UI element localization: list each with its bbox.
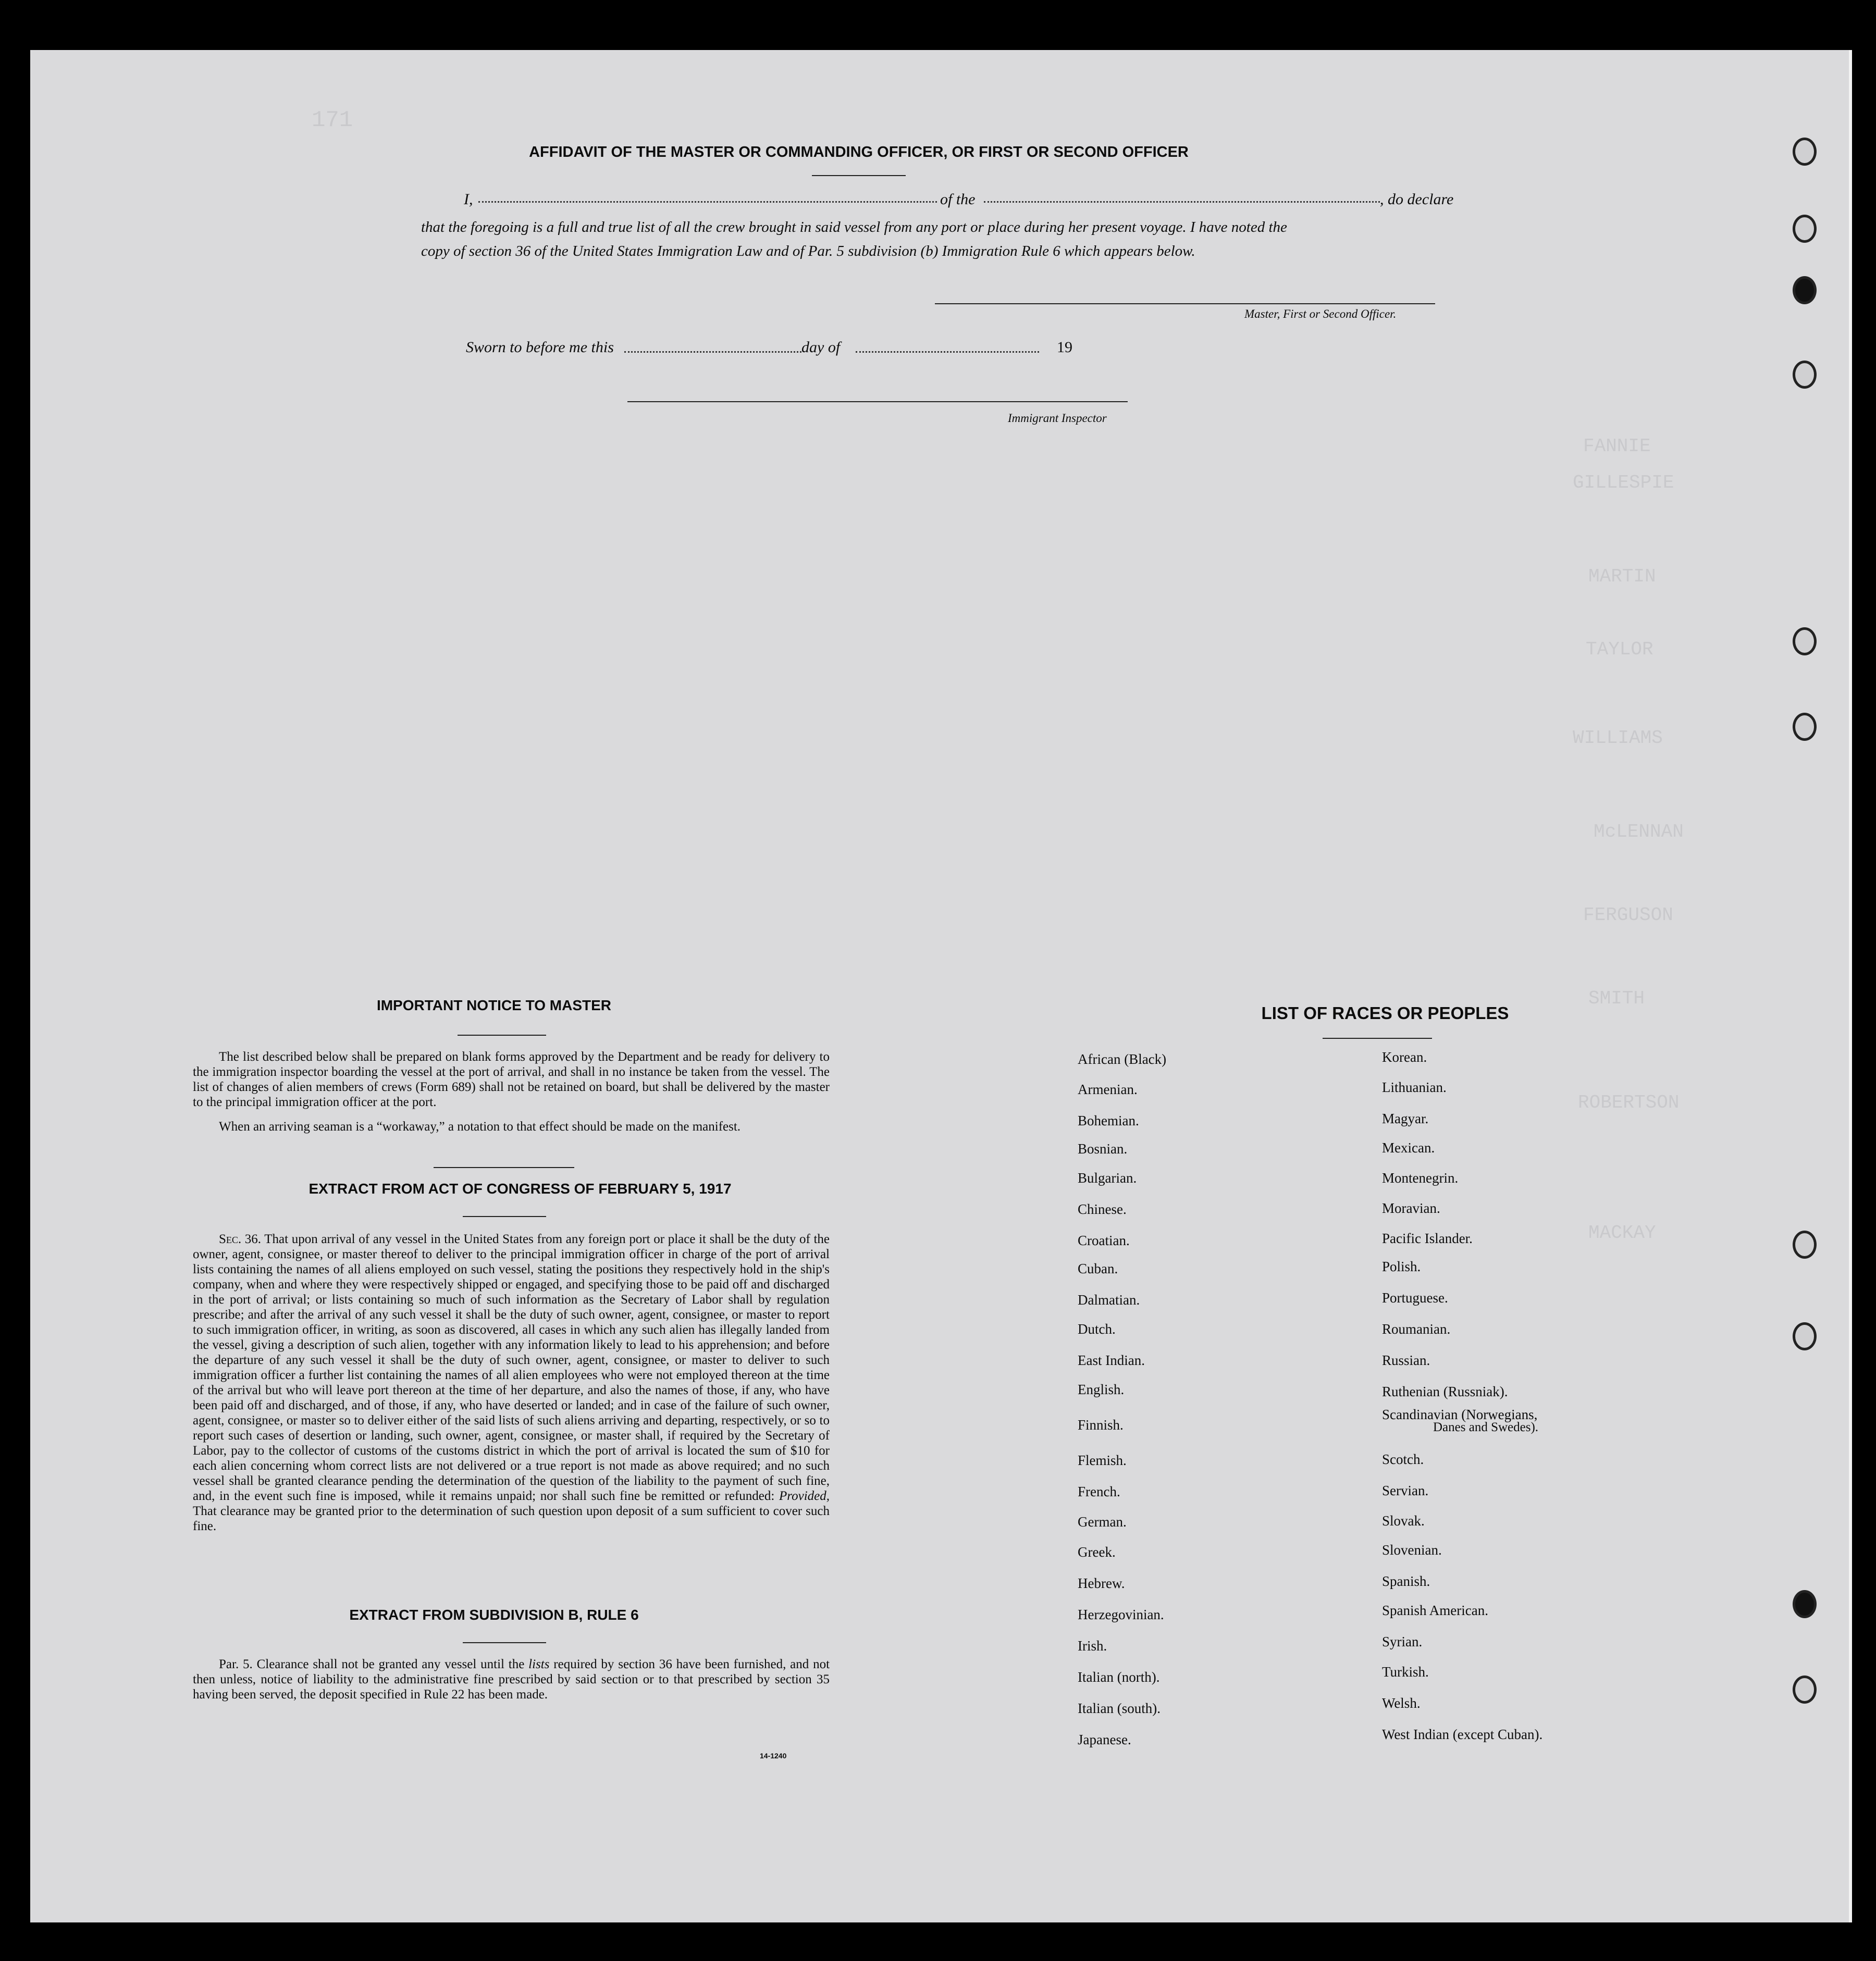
race-item: Scandinavian (Norwegians,	[1382, 1407, 1538, 1422]
bleedthrough-name: FANNIE	[1583, 436, 1651, 457]
punch-hole-icon	[1793, 361, 1817, 389]
race-item: Mexican.	[1382, 1140, 1435, 1156]
vessel-blank-field[interactable]	[984, 201, 1380, 203]
section-label: Sec. 36.	[219, 1232, 262, 1246]
race-item: Slovak.	[1382, 1513, 1425, 1529]
races-title: LIST OF RACES OR PEOPLES	[1261, 1003, 1509, 1023]
punch-hole-icon	[1793, 627, 1817, 655]
congress-section-36	[193, 1232, 830, 1534]
name-blank-field[interactable]	[478, 201, 937, 203]
bleedthrough-name: MARTIN	[1588, 566, 1656, 587]
bleedthrough-name: FERGUSON	[1583, 904, 1673, 926]
race-item: Montenegrin.	[1382, 1170, 1459, 1186]
bleedthrough-name: SMITH	[1588, 988, 1645, 1009]
race-item: English.	[1078, 1382, 1125, 1397]
bleedthrough-name: McLENNAN	[1594, 821, 1684, 842]
race-item: Japanese.	[1078, 1732, 1131, 1747]
bleedthrough-name: WILLIAMS	[1573, 727, 1663, 749]
race-item: Ruthenian (Russniak).	[1382, 1384, 1508, 1399]
race-item: Servian.	[1382, 1483, 1429, 1498]
race-item: Slovenian.	[1382, 1542, 1442, 1558]
race-item: Syrian.	[1382, 1634, 1423, 1649]
section-body-end: That clearance may be granted prior to the determination of such question upon deposit of a sum sufficient to cover such fine.	[193, 1504, 830, 1533]
year-prefix: 19	[1057, 339, 1072, 356]
race-item: Chinese.	[1078, 1201, 1127, 1217]
bleedthrough-name: TAYLOR	[1586, 639, 1653, 660]
race-item: Dutch.	[1078, 1321, 1116, 1337]
affidavit-of-the-label: of the	[940, 191, 976, 208]
rule6-title: EXTRACT FROM SUBDIVISION B, RULE 6	[349, 1607, 639, 1623]
race-item: Lithuanian.	[1382, 1079, 1447, 1095]
race-item: Spanish American.	[1382, 1603, 1488, 1618]
race-item: French.	[1078, 1484, 1120, 1499]
lists-word: lists	[528, 1657, 550, 1671]
provided-label: Provided,	[779, 1489, 830, 1503]
race-item: Bosnian.	[1078, 1141, 1128, 1157]
race-item: German.	[1078, 1514, 1127, 1530]
rule6-divider	[463, 1642, 546, 1643]
section-body: That upon arrival of any vessel in the United States from any foreign port or place it shall be the duty of the owner, agent, consignee, or master thereof to deliver to the principal immigration officer in charge of the port of arrival lists containing the names of all aliens employed on such vessel, stating the positions they respectively hold in the ship's company, when and where they were respectively shipped or engaged, and specifying those to be paid off and discharged in the port of arrival; or lists containing so much of such information as the Secretary of Labor shall by regulation prescribe; and after the arrival of any such vessel it shall be the duty of such owner, agent, consignee, or master to report to such immigration officer, in writing, as soon as discovered, all cases in which any such alien has illegally landed from the vessel, giving a description of such alien, together with any information likely to lead to his apprehension; and before the departure of any such vessel it shall be the duty of such owner, agent, consignee, or master to deliver to such immigration officer a further list containing the names of all alien employees who were not employed thereon at the time of the arrival but who will leave port thereon at the time of her departure, and also the names of those, if any, who have been paid off and discharged, and of those, if any, who have deserted or landed; and in case of the failure of such owner, agent, consignee, or master so to deliver either of the said lists of such aliens arriving and departing, respectively, or so to report such cases of desertion or landing, such owner, agent, consignee, or master shall, if required by the Secretary of Labor, pay to the collector of customs of the customs district in which the port of arrival is located the sum of $10 for each alien concerning whom correct lists are not delivered or a true report is not made as above required; and no such vessel shall be granted clearance pending the determination of the question of the liability to the payment of such fine, and, in the event such fine is imposed, while it remains unpaid; nor shall such fine be remitted or refunded:	[193, 1232, 830, 1503]
race-item: Hebrew.	[1078, 1575, 1125, 1591]
race-item: African (Black)	[1078, 1051, 1167, 1067]
sworn-label: Sworn to before me this	[466, 339, 614, 356]
congress-divider	[463, 1216, 546, 1217]
race-item: Moravian.	[1382, 1200, 1440, 1216]
rule6-body-end: required by section 36 have been furnished, and not then unless, notice of liability to the administrative fine prescribed by said section or to that prescribed by section 35 having been served, the deposit specified in Rule 22 has been made.	[193, 1657, 830, 1702]
sworn-day-blank-field[interactable]	[624, 351, 801, 353]
notice-workaway-paragraph: When an arriving seaman is a “workaway,” a notation to that effect should be made on the manifest.	[219, 1120, 741, 1134]
race-item: Bohemian.	[1078, 1113, 1139, 1128]
affidavit-title: AFFIDAVIT OF THE MASTER OR COMMANDING OFFICER, OR FIRST OR SECOND OFFICER	[529, 144, 1189, 160]
race-item: Armenian.	[1078, 1082, 1138, 1097]
race-item: Irish.	[1078, 1638, 1107, 1654]
punch-hole-icon	[1793, 1590, 1817, 1618]
race-item: Polish.	[1382, 1259, 1421, 1274]
punch-hole-icon	[1793, 1322, 1817, 1350]
title-divider	[812, 175, 906, 176]
race-item: Turkish.	[1382, 1664, 1429, 1680]
inspector-signature-line[interactable]	[627, 401, 1128, 402]
race-item: Scotch.	[1382, 1451, 1424, 1467]
punch-hole-icon	[1793, 276, 1817, 304]
punch-hole-icon	[1793, 138, 1817, 166]
affidavit-i-label: I,	[464, 191, 473, 208]
bleedthrough-name: MACKAY	[1588, 1222, 1656, 1244]
affidavit-do-declare: , do declare	[1380, 191, 1454, 208]
race-item: Russian.	[1382, 1352, 1430, 1368]
bleedthrough-name: ROBERTSON	[1578, 1092, 1680, 1113]
master-signature-label: Master, First or Second Officer.	[1244, 307, 1397, 320]
punch-hole-icon	[1793, 713, 1817, 741]
race-item: Greek.	[1078, 1544, 1116, 1560]
congress-title: EXTRACT FROM ACT OF CONGRESS OF FEBRUARY 5, 1917	[308, 1181, 732, 1197]
rule6-paragraph	[193, 1657, 830, 1702]
form-number: 14-1240	[760, 1752, 787, 1760]
race-item: Cuban.	[1078, 1261, 1118, 1276]
affidavit-body-line2: copy of section 36 of the United States Immigration Law and of Par. 5 subdivision (b) Immigration Rule 6 which appears below.	[421, 243, 1195, 259]
race-item: West Indian (except Cuban).	[1382, 1727, 1543, 1742]
race-item: Spanish.	[1382, 1573, 1430, 1589]
race-item: Italian (north).	[1078, 1669, 1160, 1685]
document-page	[30, 50, 1852, 1922]
punch-hole-icon	[1793, 1675, 1817, 1704]
race-item: Magyar.	[1382, 1111, 1429, 1126]
punch-hole-icon	[1793, 1231, 1817, 1259]
affidavit-body-line1: that the foregoing is a full and true list of all the crew brought in said vessel from any port or place during her present voyage. I have noted the	[421, 219, 1287, 235]
race-item: Welsh.	[1382, 1695, 1421, 1711]
section-divider	[434, 1167, 574, 1168]
notice-divider	[458, 1035, 546, 1036]
race-item: Flemish.	[1078, 1453, 1127, 1468]
race-item: Portuguese.	[1382, 1290, 1448, 1306]
race-item: Finnish.	[1078, 1417, 1124, 1433]
race-item: Bulgarian.	[1078, 1170, 1137, 1186]
day-of-label: day of	[801, 339, 841, 356]
race-item: Korean.	[1382, 1049, 1427, 1065]
sworn-month-blank-field[interactable]	[856, 351, 1039, 353]
race-item: Pacific Islander.	[1382, 1231, 1473, 1246]
race-item: Croatian.	[1078, 1233, 1130, 1248]
race-item: Dalmatian.	[1078, 1292, 1140, 1308]
race-item: Herzegovinian.	[1078, 1607, 1164, 1622]
race-item: Italian (south).	[1078, 1701, 1161, 1716]
bleedthrough-name: GILLESPIE	[1573, 472, 1674, 493]
notice-title: IMPORTANT NOTICE TO MASTER	[376, 997, 612, 1013]
races-divider	[1323, 1038, 1432, 1039]
master-signature-line[interactable]	[935, 303, 1435, 304]
bleedthrough-page-number: 171	[312, 107, 353, 133]
race-item: East Indian.	[1078, 1352, 1145, 1368]
inspector-label: Immigrant Inspector	[1008, 412, 1107, 425]
punch-hole-icon	[1793, 215, 1817, 243]
rule6-body-start: Par. 5. Clearance shall not be granted any vessel until the	[219, 1657, 525, 1671]
notice-paragraph: The list described below shall be prepared on blank forms approved by the Department and be ready for delivery to the immigration inspector boarding the vessel at the port of arrival, and shall in no instance be taken from the vessel. The list of changes of alien members of crews (Form 689) shall not be retained on board, but shall be delivered by the master to the principal immigration officer at the port.	[193, 1050, 830, 1109]
race-item: Roumanian.	[1382, 1321, 1451, 1337]
race-item-scandinavian-line2: Danes and Swedes).	[1433, 1420, 1539, 1434]
